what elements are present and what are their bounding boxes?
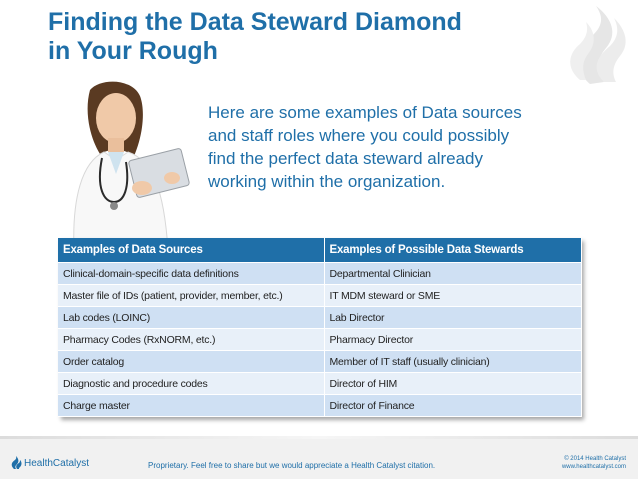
table-row (58, 373, 581, 395)
data-source-cell: Charge master (58, 395, 324, 417)
table-row (58, 329, 581, 351)
data-steward-cell: Director of Finance (324, 395, 581, 417)
proprietary-notice: Proprietary. Feel free to share but we would appreciate a Health Catalyst citation. (148, 461, 436, 470)
data-source-cell: Pharmacy Codes (RxNORM, etc.) (58, 329, 324, 351)
data-source-cell: Diagnostic and procedure codes (58, 373, 324, 395)
flame-logo-icon (560, 4, 632, 86)
data-source-cell: Clinical-domain-specific data definitions (58, 263, 324, 285)
table-row (58, 307, 581, 329)
health-catalyst-logo (10, 455, 89, 471)
table-row (58, 263, 581, 285)
title-line-1: Finding the Data Steward Diamond (48, 8, 462, 36)
data-source-cell: Lab codes (LOINC) (58, 307, 324, 329)
logo-text: HealthCatalyst (24, 457, 90, 469)
data-source-cell: Order catalog (58, 351, 324, 373)
intro-line: Here are some examples of Data sources (208, 103, 522, 122)
copyright-block (562, 455, 626, 471)
footer-divider (0, 436, 638, 439)
table-row (58, 395, 581, 417)
data-steward-cell: Director of HIM (324, 373, 581, 395)
table-row (58, 285, 581, 307)
slide-title (48, 8, 568, 66)
data-steward-cell: Lab Director (324, 307, 581, 329)
header-data-sources: Examples of Data Sources (58, 238, 324, 263)
footer-bar (0, 436, 638, 479)
table-header-row (58, 238, 581, 263)
header-data-stewards: Examples of Possible Data Stewards (324, 238, 581, 263)
doctor-photo (60, 78, 200, 250)
title-line-2: in Your Rough (48, 37, 218, 65)
website-link[interactable]: www.healthcatalyst.com (561, 464, 626, 470)
intro-text (208, 101, 608, 193)
data-steward-cell: Pharmacy Director (324, 329, 581, 351)
table-row (58, 351, 581, 373)
copyright-text: © 2014 Health Catalyst (564, 456, 626, 462)
intro-line: and staff roles where you could possibly (208, 126, 510, 145)
data-steward-cell: IT MDM steward or SME (324, 285, 581, 307)
data-source-cell: Master file of IDs (patient, provider, member, etc.) (58, 285, 324, 307)
steward-examples-table (58, 238, 581, 417)
health-catalyst-logo-icon (10, 456, 22, 470)
data-steward-cell: Departmental Clinician (324, 263, 581, 285)
intro-line: working within the organization. (208, 172, 446, 191)
data-steward-cell: Member of IT staff (usually clinician) (324, 351, 581, 373)
intro-line: find the perfect data steward already (208, 149, 483, 168)
